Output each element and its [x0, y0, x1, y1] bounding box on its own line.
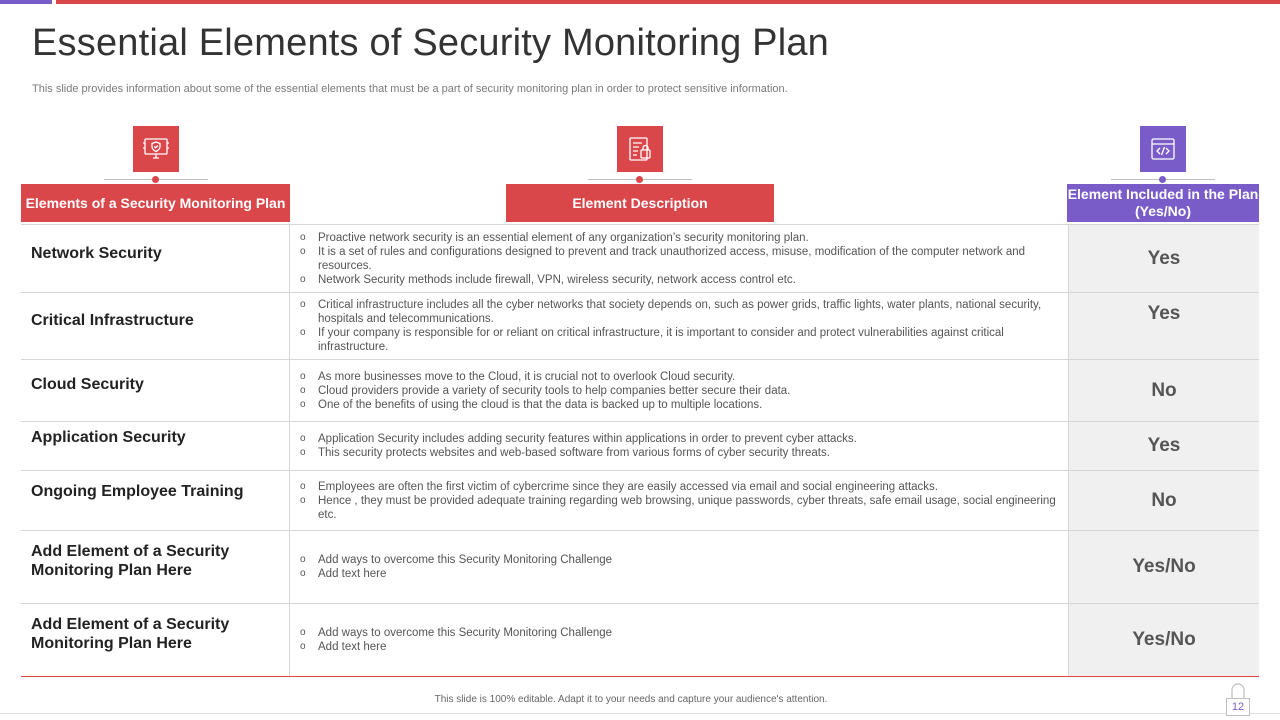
description-bullet: o Employees are often the first victim of cybercrime since they are easily accessed via email and social engineering attacks. — [300, 480, 1060, 494]
description-bullet: o Add text here — [300, 640, 612, 654]
column-header-elements: Elements of a Security Monitoring Plan — [21, 184, 290, 222]
element-name: Network Security — [21, 225, 290, 292]
element-description — [290, 604, 1069, 676]
element-included-value: Yes — [1069, 422, 1259, 470]
page-subtitle: This slide provides information about some of the essential elements that must be a part of security monitoring plan in order to protect sensitive information. — [32, 83, 788, 95]
description-bullet: o If your company is responsible for or reliant on critical infrastructure, it is important to consider and protect vulnerabilities against critical infrastructure. — [300, 326, 1060, 354]
table-row — [21, 531, 1259, 604]
column-header-description: Element Description — [506, 184, 774, 222]
description-bullet: o Proactive network security is an essential element of any organization’s security monitoring plan. — [300, 231, 1060, 245]
element-name: Cloud Security — [21, 360, 290, 421]
page-number: 12 — [1226, 698, 1250, 716]
footer-divider — [0, 713, 1280, 714]
table-row — [21, 225, 1259, 293]
element-included-value: No — [1069, 360, 1259, 421]
description-bullet: o Critical infrastructure includes all the cyber networks that society depends on, such as power grids, traffic lights, water plants, national security, hospitals and telecommunications. — [300, 298, 1060, 326]
column-3-dot — [1159, 176, 1166, 183]
description-bullet: o Cloud providers provide a variety of security tools to help companies better secure their data. — [300, 384, 790, 398]
element-included-value: Yes — [1069, 293, 1259, 359]
table-row — [21, 422, 1259, 471]
element-included-value: No — [1069, 471, 1259, 530]
element-description — [290, 471, 1069, 530]
element-included-value: Yes/No — [1069, 604, 1259, 676]
description-bullet: o Add text here — [300, 567, 612, 581]
description-bullet: o This security protects websites and web-based software from various forms of cyber security threats. — [300, 446, 857, 460]
element-description — [290, 225, 1069, 292]
document-lock-icon — [617, 126, 663, 172]
element-description — [290, 531, 1069, 603]
top-accent-bar-purple — [0, 0, 52, 4]
table-row — [21, 360, 1259, 422]
element-included-value: Yes/No — [1069, 531, 1259, 603]
element-description — [290, 422, 1069, 470]
element-name: Ongoing Employee Training — [21, 471, 290, 530]
element-included-value: Yes — [1069, 225, 1259, 292]
column-header-included: Element Included in the Plan (Yes/No) — [1067, 184, 1259, 222]
table-row — [21, 604, 1259, 677]
description-bullet: o One of the benefits of using the cloud is that the data is backed up to multiple locations. — [300, 398, 790, 412]
description-bullet: o Add ways to overcome this Security Monitoring Challenge — [300, 626, 612, 640]
element-name: Add Element of a Security Monitoring Plan Here — [21, 604, 290, 676]
element-name: Critical Infrastructure — [21, 293, 290, 359]
table-row — [21, 471, 1259, 531]
column-1-dot — [152, 176, 159, 183]
element-description — [290, 293, 1069, 359]
element-description — [290, 360, 1069, 421]
description-bullet: o Network Security methods include firewall, VPN, wireless security, network access control etc. — [300, 273, 1060, 287]
description-bullet: o Add ways to overcome this Security Monitoring Challenge — [300, 553, 612, 567]
page-title: Essential Elements of Security Monitoring Plan — [32, 22, 830, 64]
description-bullet: o Hence , they must be provided adequate training regarding web browsing, unique passwords, cyber threats, safe email usage, social engineering etc. — [300, 494, 1060, 522]
column-2-dot — [636, 176, 643, 183]
table-row — [21, 293, 1259, 360]
lock-icon — [1228, 682, 1248, 698]
top-accent-bar-red — [56, 0, 1280, 4]
description-bullet: o It is a set of rules and configurations designed to prevent and track unauthorized access, misuse, modification of the computer network and resources. — [300, 245, 1060, 273]
description-bullet: o As more businesses move to the Cloud, it is crucial not to overlook Cloud security. — [300, 370, 790, 384]
code-window-icon — [1140, 126, 1186, 172]
elements-table — [21, 224, 1259, 653]
footer-note: This slide is 100% editable. Adapt it to your needs and capture your audience's attention. — [434, 694, 828, 705]
element-name: Application Security — [21, 422, 290, 470]
description-bullet: o Application Security includes adding security features within applications in order to prevent cyber attacks. — [300, 432, 857, 446]
monitor-shield-icon — [133, 126, 179, 172]
element-name: Add Element of a Security Monitoring Plan Here — [21, 531, 290, 603]
